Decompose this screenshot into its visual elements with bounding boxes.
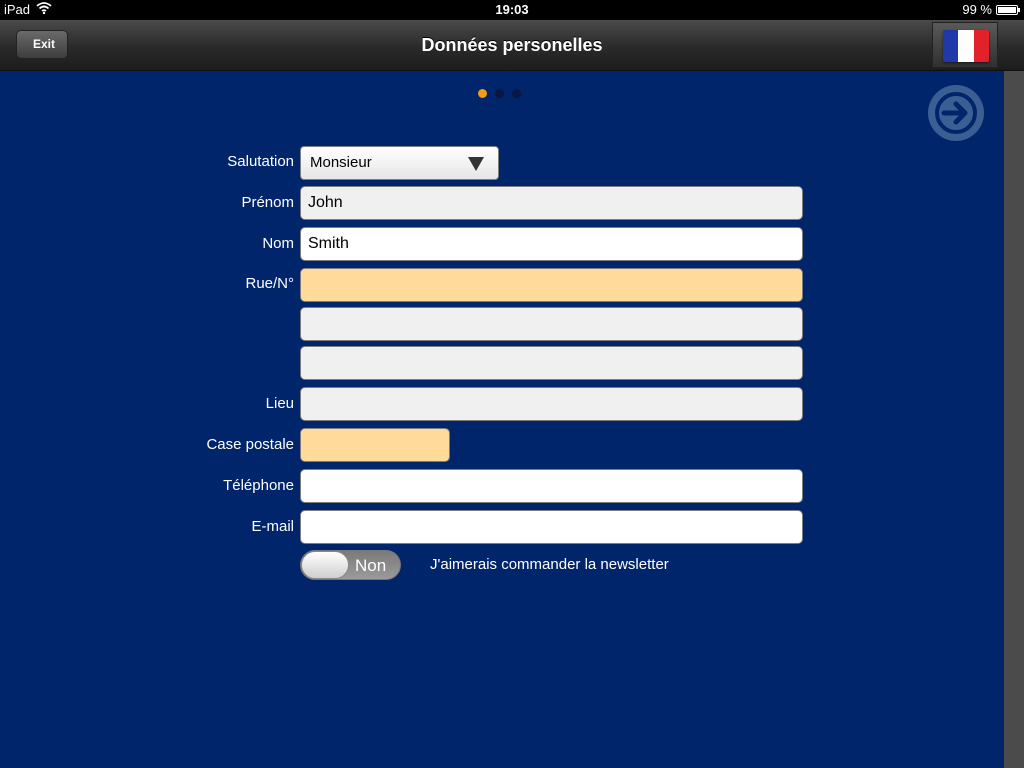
prenom-label: Prénom — [241, 194, 294, 211]
page-title: Données personelles — [421, 35, 603, 55]
case-postale-label: Case postale — [206, 436, 294, 453]
language-button[interactable] — [932, 22, 998, 68]
page-dot — [512, 89, 521, 98]
battery-percent: 99 % — [962, 2, 992, 17]
next-button[interactable] — [928, 85, 984, 141]
page-indicator — [478, 89, 521, 98]
status-time: 19:03 — [495, 2, 529, 17]
nom-field[interactable] — [300, 227, 803, 261]
right-edge — [1004, 71, 1024, 768]
email-field[interactable] — [300, 510, 803, 544]
toggle-knob — [301, 551, 349, 579]
prenom-field[interactable] — [300, 186, 803, 220]
newsletter-label: J'aimerais commander la newsletter — [430, 556, 669, 573]
page-dot — [478, 89, 487, 98]
page-dot — [495, 89, 504, 98]
lieu-label: Lieu — [265, 395, 294, 412]
telephone-field[interactable] — [300, 469, 803, 503]
newsletter-toggle[interactable] — [300, 550, 401, 580]
device-name: iPad — [4, 2, 31, 17]
case-postale-field[interactable] — [300, 428, 450, 462]
dropdown-arrow-icon — [468, 157, 484, 171]
flag-stripe-white — [958, 30, 973, 62]
telephone-label: Téléphone — [223, 477, 294, 494]
address-line-2-field[interactable] — [300, 307, 803, 341]
address-line-3-field[interactable] — [300, 346, 803, 380]
battery-icon — [996, 5, 1018, 15]
status-right — [962, 2, 1018, 17]
exit-button[interactable]: Exit — [16, 30, 68, 59]
france-flag-icon — [943, 30, 989, 62]
toggle-label: Non — [355, 556, 387, 575]
salutation-label: Salutation — [227, 153, 294, 170]
flag-stripe-blue — [943, 30, 958, 62]
navigation-bar — [0, 20, 1024, 71]
nom-label: Nom — [262, 235, 294, 252]
rue-label: Rue/N° — [245, 275, 294, 292]
salutation-select[interactable] — [300, 146, 499, 180]
status-bar — [0, 0, 1024, 20]
flag-stripe-red — [974, 30, 989, 62]
lieu-field[interactable] — [300, 387, 803, 421]
email-label: E-mail — [251, 518, 294, 535]
next-arrow-icon — [934, 91, 978, 135]
battery-fill — [998, 7, 1016, 13]
salutation-value: Monsieur — [310, 154, 372, 171]
rue-field[interactable] — [300, 268, 803, 302]
